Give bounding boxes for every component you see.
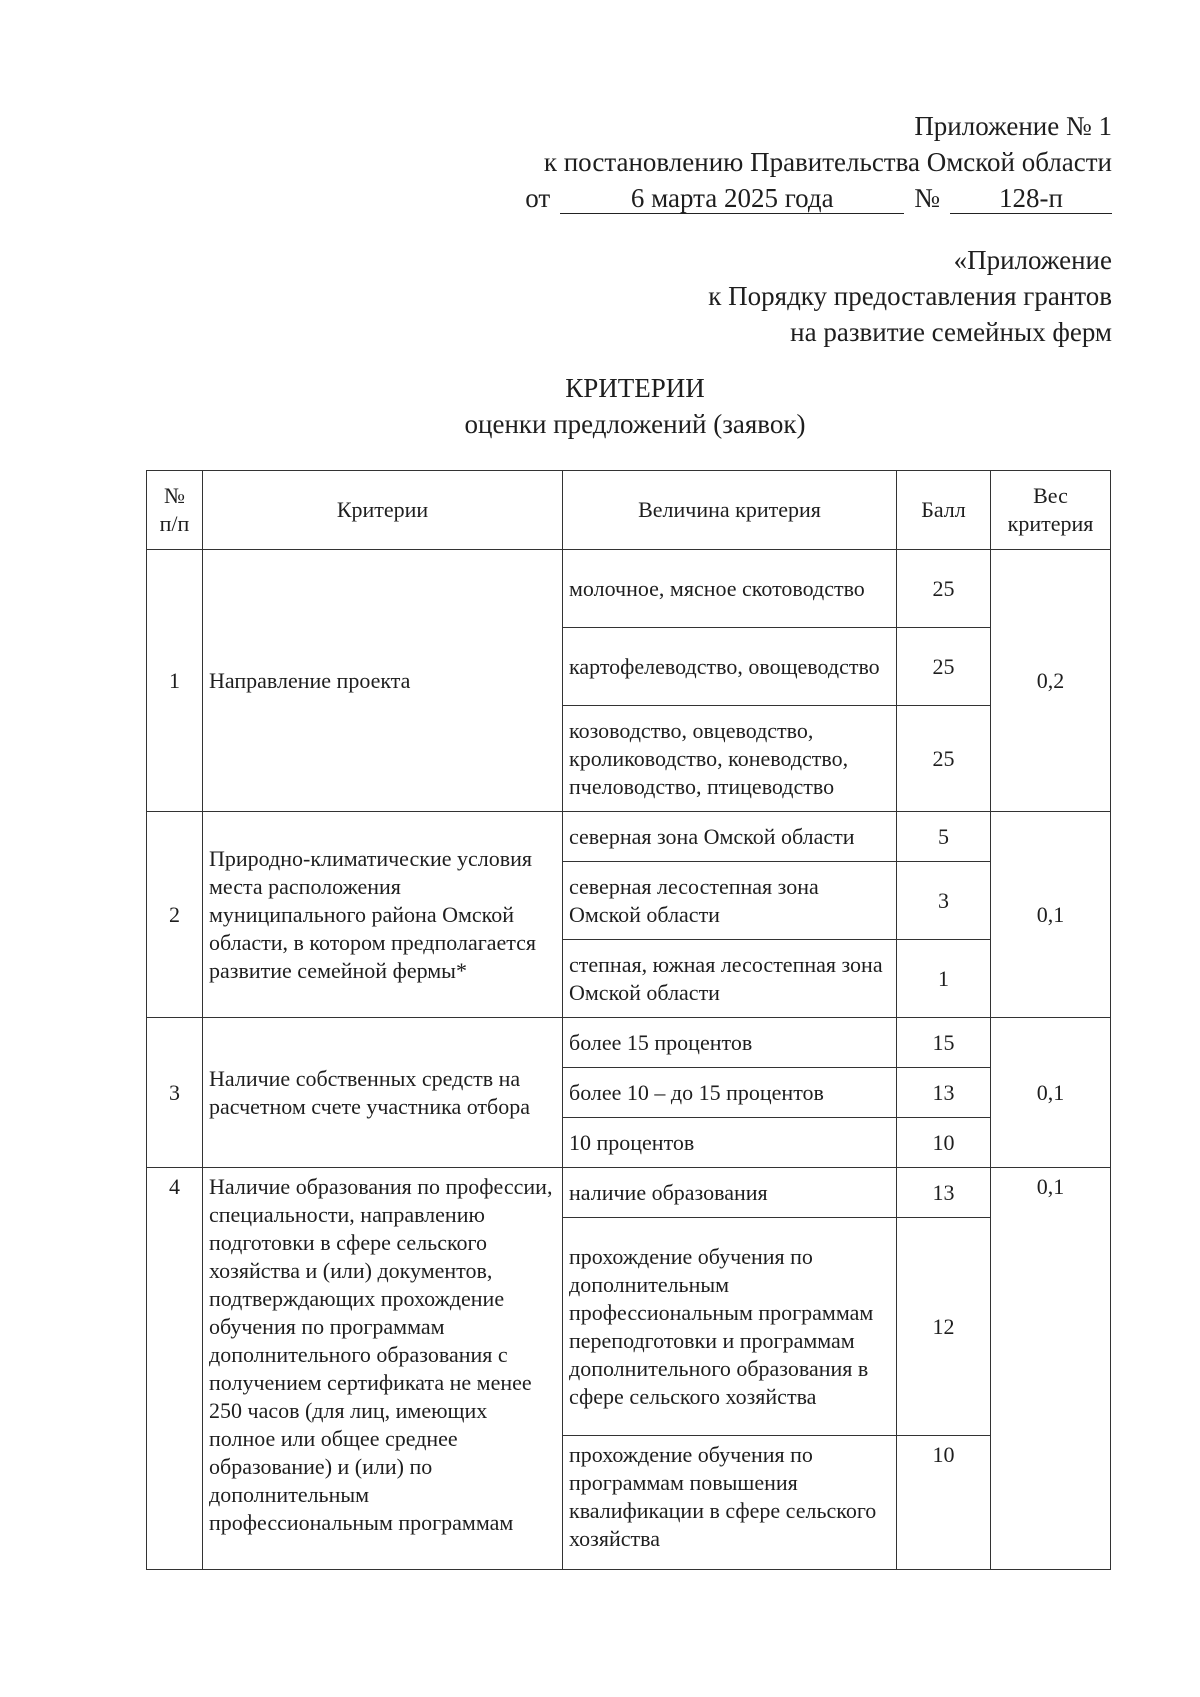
criterion-value: наличие образования xyxy=(563,1168,897,1218)
criterion-value: 10 процентов xyxy=(563,1118,897,1168)
criterion-value: молочное, мясное скотоводство xyxy=(563,550,897,628)
score: 12 xyxy=(897,1218,991,1436)
criterion-value: козоводство, овцеводство, кролиководство, коневодство, пчеловодство, птицеводство xyxy=(563,706,897,812)
criterion-weight: 0,1 xyxy=(991,1018,1111,1168)
score: 25 xyxy=(897,550,991,628)
criterion-value: картофелеводство, овощеводство xyxy=(563,628,897,706)
table-row xyxy=(147,1018,1111,1068)
title-main: КРИТЕРИИ xyxy=(565,373,705,403)
annex-number: Приложение № 1 xyxy=(914,111,1112,141)
table-row xyxy=(147,812,1111,862)
criterion-value: прохождение обучения по программам повышения квалификации в сфере сельского хозяйства xyxy=(563,1436,897,1570)
document-title xyxy=(0,370,1200,442)
row-number: 4 xyxy=(147,1168,203,1570)
row-number: 2 xyxy=(147,812,203,1018)
criterion-name: Наличие собственных средств на расчетном счете участника отбора xyxy=(203,1018,563,1168)
criterion-value: более 15 процентов xyxy=(563,1018,897,1068)
header-value: Величина критерия xyxy=(563,471,897,550)
criterion-value: более 10 – до 15 процентов xyxy=(563,1068,897,1118)
score: 13 xyxy=(897,1168,991,1218)
criteria-table xyxy=(146,470,1111,1570)
score: 10 xyxy=(897,1118,991,1168)
criterion-weight: 0,2 xyxy=(991,550,1111,812)
row-number: 1 xyxy=(147,550,203,812)
resolution-reference: к постановлению Правительства Омской области xyxy=(543,147,1112,177)
criterion-value: северная лесостепная зона Омской области xyxy=(563,862,897,940)
score: 25 xyxy=(897,628,991,706)
score: 25 xyxy=(897,706,991,812)
resolution-number: 128-п xyxy=(950,183,1112,214)
criterion-name: Направление проекта xyxy=(203,550,563,812)
criterion-weight: 0,1 xyxy=(991,1168,1111,1570)
score: 1 xyxy=(897,940,991,1018)
title-subtitle: оценки предложений (заявок) xyxy=(464,409,806,439)
criterion-weight: 0,1 xyxy=(991,812,1111,1018)
score: 13 xyxy=(897,1068,991,1118)
annex-line-2: к Порядку предоставления грантов xyxy=(708,281,1112,311)
resolution-date: 6 марта 2025 года xyxy=(560,183,904,214)
table-row xyxy=(147,1168,1111,1218)
criterion-value: прохождение обучения по дополнительным профессиональным программам переподготовки и программам дополнительного образования в сфере сельского хозяйства xyxy=(563,1218,897,1436)
header-num: № п/п xyxy=(147,471,203,550)
resolution-date-line xyxy=(525,180,1112,216)
criterion-value: степная, южная лесостепная зона Омской области xyxy=(563,940,897,1018)
annex-line-1: «Приложение xyxy=(953,245,1112,275)
annex-line-3: на развитие семейных ферм xyxy=(790,317,1112,347)
score: 10 xyxy=(897,1436,991,1570)
table-header-row xyxy=(147,471,1111,550)
criterion-value: северная зона Омской области xyxy=(563,812,897,862)
annex-reference xyxy=(708,242,1112,350)
score: 3 xyxy=(897,862,991,940)
header-criteria: Критерии xyxy=(203,471,563,550)
number-label: № xyxy=(914,183,940,213)
row-number: 3 xyxy=(147,1018,203,1168)
header-weight: Вес критерия xyxy=(991,471,1111,550)
score: 5 xyxy=(897,812,991,862)
header-score: Балл xyxy=(897,471,991,550)
score: 15 xyxy=(897,1018,991,1068)
from-label: от xyxy=(525,183,551,213)
table-row xyxy=(147,550,1111,628)
criterion-name: Наличие образования по профессии, специальности, направлению подготовки в сфере сельского хозяйства и (или) документов, подтверждающих прохождение обучения по программам дополнительного образования с получением сертификата не менее 250 часов (для лиц, имеющих полное или общее среднее образование) и (или) по дополнительным профессиональным программам xyxy=(203,1168,563,1570)
resolution-header xyxy=(525,108,1112,216)
criterion-name: Природно-климатические условия места расположения муниципального района Омской области, в котором предполагается развитие семейной фермы* xyxy=(203,812,563,1018)
